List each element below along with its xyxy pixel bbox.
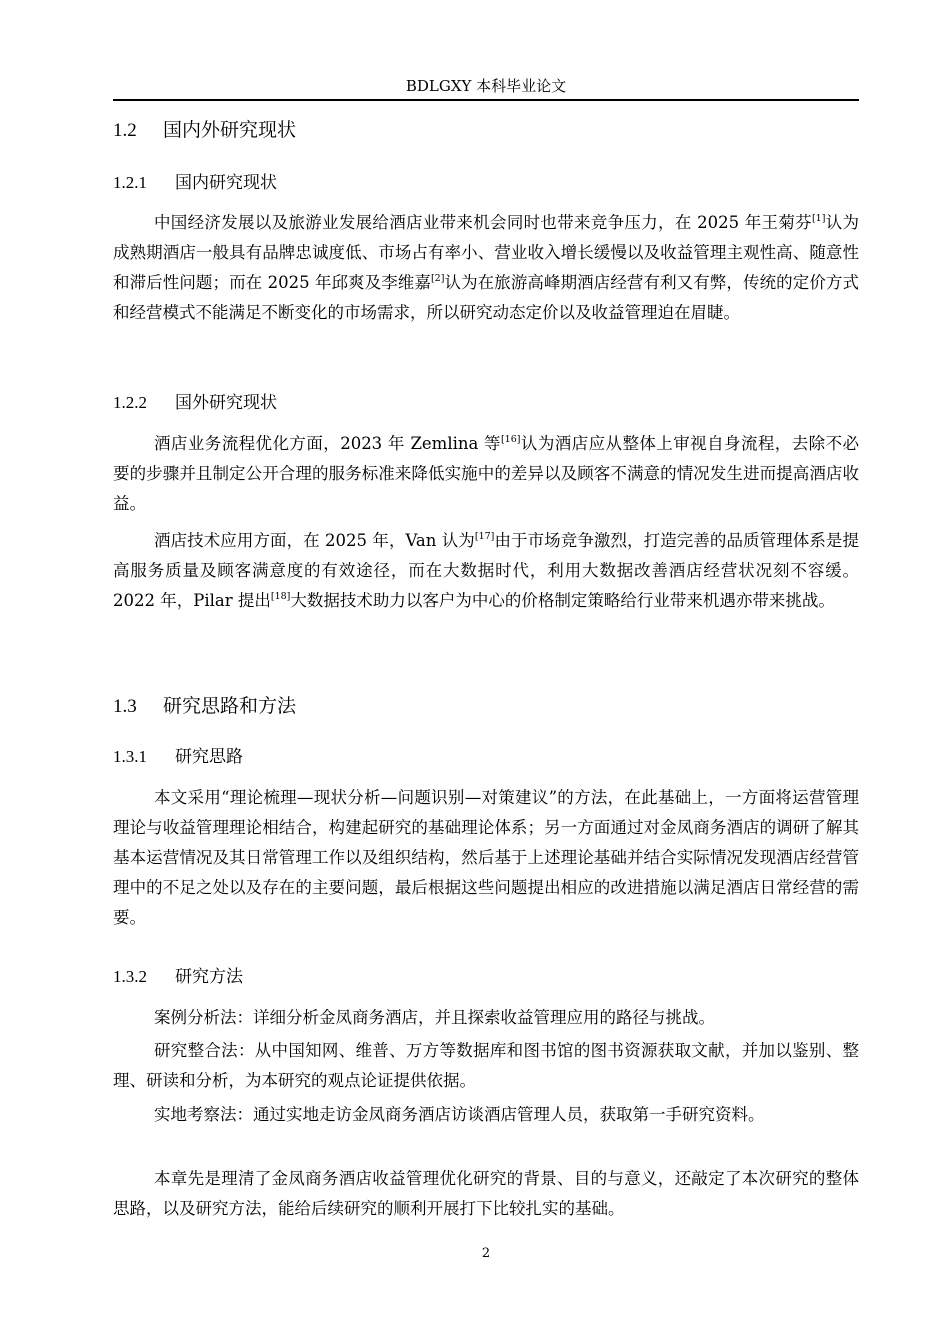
- citation-ref: [18]: [270, 591, 291, 602]
- section-number: 1.2.2: [113, 393, 147, 412]
- citation-ref: [17]: [474, 531, 495, 542]
- paragraph-process-optimization: 酒店业务流程优化方面，2023 年 Zemlina 等[16]认为酒店应从整体上审视自身流程，去除不必要的步骤并且制定公开合理的服务标准来降低实施中的差异以及顾客不满意的情况发生进而提高酒店收益。: [113, 434, 860, 513]
- section-number: 1.3.2: [113, 967, 147, 986]
- subsection-heading-1-3-1: [113, 746, 243, 768]
- subsection-heading-1-2-1: [113, 172, 277, 194]
- paragraph-method-integration: 研究整合法：从中国知网、维普、万方等数据库和图书馆的图书资源获取文献，并加以鉴别、整理、研读和分析，为本研究的观点论证提供依据。: [113, 1041, 859, 1090]
- paragraph-method-field-study: 实地考察法：通过实地走访金凤商务酒店访谈酒店管理人员，获取第一手研究资料。: [154, 1105, 765, 1124]
- citation-ref: [2]: [430, 273, 445, 284]
- section-title: 国外研究现状: [175, 393, 277, 413]
- section-number: 1.2: [113, 120, 137, 141]
- section-title: 国内研究现状: [175, 173, 277, 193]
- page-number: 2: [481, 1246, 491, 1261]
- running-header: BDLGXY 本科毕业论文: [405, 77, 567, 95]
- subsection-heading-1-3-2: [113, 966, 243, 988]
- section-number: 1.3: [113, 696, 137, 717]
- section-heading-1-3: [113, 694, 296, 719]
- header-rule: [113, 99, 859, 101]
- section-number: 1.3.1: [113, 747, 147, 766]
- section-title: 研究思路: [175, 747, 243, 767]
- citation-ref: [16]: [500, 434, 521, 445]
- paragraph-domestic-research: 中国经济发展以及旅游业发展给酒店业带来机会同时也带来竞争压力，在 2025 年王菊芬[1]认为成熟期酒店一般具有品牌忠诚度低、市场占有率小、营业收入增长缓慢以及收益管理主观性高、随意性和滞后性问题；而在 2025 年邱爽及李维嘉[2]认为在旅游高峰期酒店经营有利又有弊，传统的定价方式和经营模式不能满足不断变化的市场需求，所以研究动态定价以及收益管理迫在眉睫。: [113, 213, 860, 322]
- paragraph-technology-application: 酒店技术应用方面，在 2025 年，Van 认为[17]由于市场竞争激烈，打造完善的品质管理体系是提高服务质量及顾客满意度的有效途径，而在大数据时代，利用大数据改善酒店经营状况刻不容缓。2022 年，Pilar 提出[18]大数据技术助力以客户为中心的价格制定策略给行业带来机遇亦带来挑战。: [113, 531, 860, 610]
- section-number: 1.2.1: [113, 173, 147, 192]
- paragraph-chapter-summary: 本章先是理清了金凤商务酒店收益管理优化研究的背景、目的与意义，还敲定了本次研究的整体思路，以及研究方法，能给后续研究的顺利开展打下比较扎实的基础。: [113, 1169, 859, 1218]
- section-title: 研究思路和方法: [163, 695, 297, 717]
- subsection-heading-1-2-2: [113, 392, 277, 414]
- paragraph-research-approach: 本文采用“理论梳理—现状分析—问题识别—对策建议”的方法，在此基础上，一方面将运营管理理论与收益管理理论相结合，构建起研究的基础理论体系；另一方面通过对金凤商务酒店的调研了解其基本运营情况及其日常管理工作以及组织结构，然后基于上述理论基础并结合实际情况发现酒店经营管理中的不足之处以及存在的主要问题，最后根据这些问题提出相应的改进措施以满足酒店日常经营的需要。: [113, 788, 859, 927]
- section-heading-1-2: [113, 118, 296, 143]
- section-title: 研究方法: [175, 967, 243, 987]
- citation-ref: [1]: [811, 213, 826, 224]
- paragraph-method-case-analysis: 案例分析法：详细分析金凤商务酒店，并且探索收益管理应用的路径与挑战。: [154, 1008, 715, 1027]
- section-title: 国内外研究现状: [163, 119, 297, 141]
